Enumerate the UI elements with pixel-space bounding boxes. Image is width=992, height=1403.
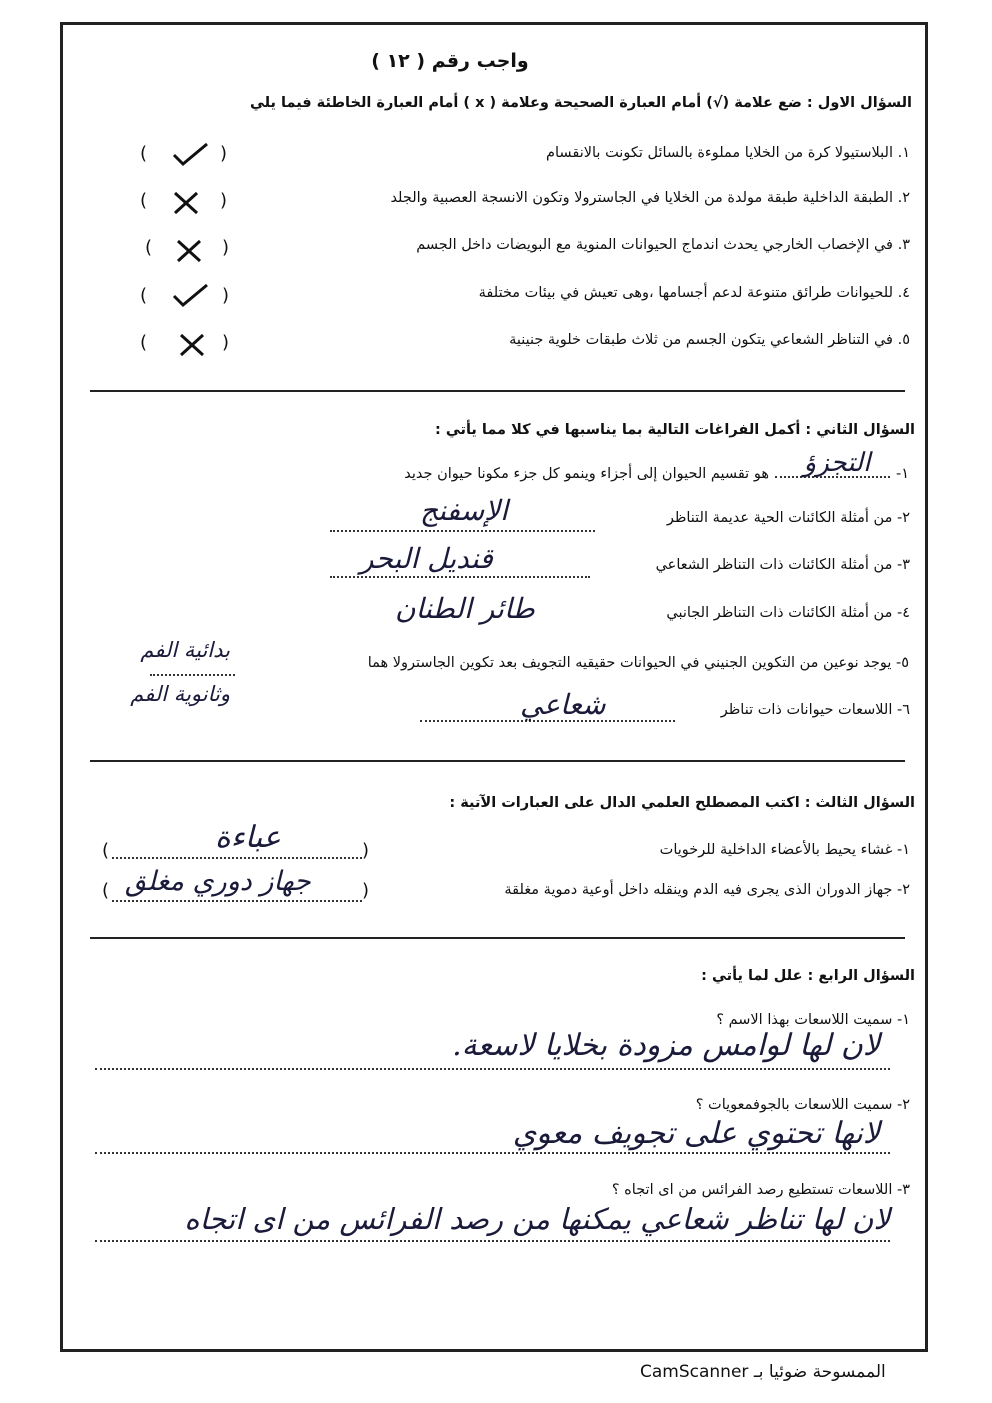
q1-answer-box[interactable]: ( (140, 285, 148, 306)
q2-heading: السؤال الثاني : أكمل الفراغات التالية بما يناسبها في كلا مما يأتي : (434, 422, 915, 438)
q2-item-num: ٤- (896, 605, 910, 621)
cross-mark-icon (175, 238, 203, 264)
q3-item-num: ١- (896, 842, 910, 858)
page-title: واجب رقم ( ١٢ ) (371, 50, 529, 72)
q3-item-num: ٢- (896, 882, 910, 898)
q4-heading: السؤال الرابع : علل لما يأتي : (701, 968, 915, 984)
q2-item-text: اللاسعات حيوانات ذات تناظر (720, 702, 893, 718)
q4-item-text: سميت اللاسعات بهذا الاسم ؟ (716, 1012, 893, 1028)
q3-handwritten-answer: جهاز دوري مغلق (125, 866, 311, 897)
q3-blank[interactable] (112, 900, 362, 902)
q4-item-text: اللاسعات تستطيع رصد الفرائس من اى اتجاه ؟ (611, 1182, 893, 1198)
q4-answer-line[interactable] (95, 1152, 890, 1154)
q1-answer-box[interactable]: ( (140, 332, 148, 353)
q4-handwritten-answer: لان لها لوامس مزودة بخلايا لاسعة. (452, 1028, 880, 1063)
q2-blank[interactable] (330, 576, 590, 578)
q4-answer-line[interactable] (95, 1068, 890, 1070)
cross-mark-icon (178, 332, 206, 358)
q1-item-text: في الإخصاب الخارجي يحدث اندماج الحيوانات المنوية مع البويضات داخل الجسم (416, 237, 893, 253)
q4-item-num: ٣- (896, 1182, 910, 1198)
q4-answer-line[interactable] (95, 1240, 890, 1242)
q2-item-text: يوجد نوعين من التكوين الجنيني في الحيوانات حقيقيه التجويف بعد تكوين الجاسترولا هما (367, 655, 892, 671)
q2-item-text: من أمثلة الكائنات ذات التناظر الشعاعي (655, 557, 893, 573)
q2-item-text: من أمثلة الكائنات ذات التناظر الجانبي (666, 605, 893, 621)
q1-item-text: الطبقة الداخلية طبقة مولدة من الخلايا في الجاسترولا وتكون الانسجة العصبية والجلد (390, 190, 893, 206)
q2-item-num: ٢- (896, 510, 910, 526)
q2-handwritten-answer: طائر الطنان (395, 592, 535, 625)
q2-item-num: ٥- (895, 655, 909, 671)
q2-handwritten-answer: شعاعي (520, 688, 606, 721)
scanner-footer (640, 1362, 886, 1382)
q2-handwritten-answer: قنديل البحر (360, 542, 493, 575)
q2-handwritten-answer: بدائية الفم وثانوية الفم (130, 638, 230, 706)
q2-blank[interactable] (330, 530, 595, 532)
q3-heading: السؤال الثالث : اكتب المصطلح العلمي الدال على العبارات الآتية : (449, 795, 915, 811)
q1-item-num: ٥. (897, 332, 910, 348)
q1-item-text: للحيوانات طرائق متنوعة لدعم أجسامها ،وهى تعيش في بيئات مختلفة (478, 285, 893, 301)
q1-item-num: ٣. (897, 237, 910, 253)
q1-answer-box[interactable]: ( (145, 237, 153, 258)
q3-blank[interactable] (112, 857, 362, 859)
q4-item-num: ٢- (896, 1097, 910, 1113)
q3-item-text: غشاء يحيط بالأعضاء الداخلية للرخويات (659, 842, 893, 858)
q1-item-num: ١. (897, 145, 910, 161)
check-mark-icon (170, 141, 210, 167)
q3-handwritten-answer: عباءة (215, 820, 281, 855)
q2-item-num: ١- (895, 466, 909, 482)
cross-mark-icon (172, 190, 200, 216)
footer-brand: CamScanner (640, 1362, 749, 1382)
q2-handwritten-answer: التجزؤ (803, 448, 871, 478)
section-divider (90, 937, 905, 939)
q1-item-num: ٢. (897, 190, 910, 206)
q1-item-text: البلاستيولا كرة من الخلايا مملوءة بالسائل تكونت بالانقسام (546, 145, 893, 161)
q2-item-text: هو تقسيم الحيوان إلى أجزاء وينمو كل جزء مكونا حيوان جديد (404, 466, 769, 482)
section-divider (90, 390, 905, 392)
q1-answer-box[interactable]: ( (140, 190, 148, 211)
footer-prefix: الممسوحة ضوئيا بـ (753, 1362, 886, 1382)
check-mark-icon (170, 282, 210, 308)
q1-item-text: في التناظر الشعاعي يتكون الجسم من ثلاث طبقات خلوية جنينية (509, 332, 893, 348)
q4-item-text: سميت اللاسعات بالجوفمعويات ؟ (695, 1097, 893, 1113)
q1-answer-box[interactable]: ( (140, 143, 148, 164)
q2-item-text: من أمثلة الكائنات الحية عديمة التناظر (666, 510, 893, 526)
q2-item-num: ٦- (896, 702, 910, 718)
q3-item-text: جهاز الدوران الذى يجرى فيه الدم وينقله داخل أوعية دموية مغلقة (504, 882, 893, 898)
q2-handwritten-answer: الإسفنج (420, 494, 508, 527)
q4-handwritten-answer: لان لها تناظر شعاعي يمكنها من رصد الفرائس من اى اتجاه (184, 1202, 890, 1236)
section-divider (90, 760, 905, 762)
q1-item-num: ٤. (897, 285, 910, 301)
q1-heading: السؤال الاول : ضع علامة (√) أمام العبارة الصحيحة وعلامة ( x ) أمام العبارة الخاطئة فيما يلي (249, 95, 912, 111)
q4-handwritten-answer: لانها تحتوي على تجويف معوي (512, 1116, 880, 1151)
q4-item-num: ١- (896, 1012, 910, 1028)
q2-item-num: ٣- (896, 557, 910, 573)
